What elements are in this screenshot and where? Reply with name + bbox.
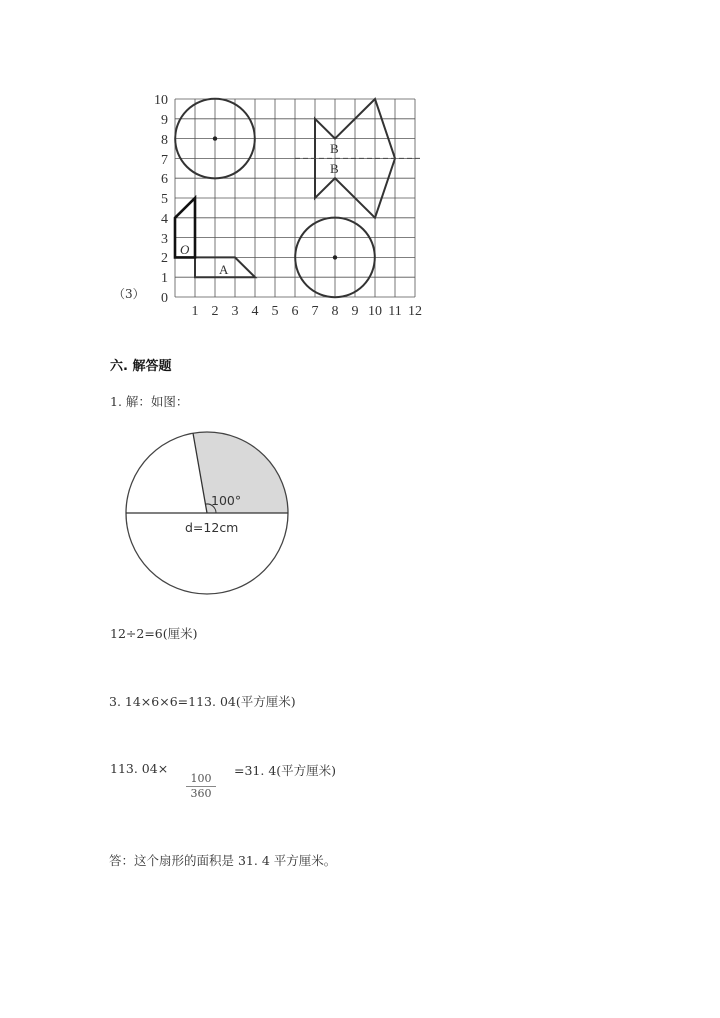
- shape-b-label-upper: B: [330, 141, 339, 156]
- step-radius: 12÷2=6(厘米): [110, 626, 198, 641]
- step-circle-area: 3. 14×6×6=113. 04(平方厘米): [109, 694, 296, 709]
- svg-text:0: 0: [161, 291, 168, 306]
- svg-text:9: 9: [351, 304, 359, 319]
- svg-text:12: 12: [408, 304, 422, 319]
- y-axis-ticks: [154, 93, 168, 306]
- svg-text:2: 2: [161, 251, 168, 266]
- svg-text:8: 8: [331, 304, 339, 319]
- problem-1-intro: 1. 解：如图：: [110, 394, 189, 409]
- svg-text:9: 9: [161, 113, 168, 128]
- svg-text:3: 3: [161, 232, 168, 247]
- step-sector-lhs: 113. 04×: [110, 761, 169, 776]
- coordinate-grid-figure: [140, 88, 440, 332]
- part-3-label: （3）: [113, 287, 145, 301]
- fraction-denominator: 360: [190, 786, 212, 800]
- answer-text: 答：这个扇形的面积是 31. 4 平方厘米。: [109, 853, 337, 868]
- angle-label: 100°: [211, 493, 242, 508]
- svg-text:5: 5: [271, 304, 279, 319]
- svg-text:4: 4: [161, 212, 168, 227]
- x-axis-ticks: [192, 304, 423, 319]
- diameter-label: d=12cm: [185, 520, 239, 535]
- svg-text:5: 5: [161, 192, 168, 207]
- section-title: 六. 解答题: [110, 359, 172, 374]
- shape-a-label: A: [219, 262, 229, 277]
- svg-text:10: 10: [368, 304, 382, 319]
- svg-text:11: 11: [388, 304, 402, 319]
- step-sector-result: =31. 4(平方厘米): [234, 763, 337, 778]
- svg-text:3: 3: [231, 304, 239, 319]
- svg-text:6: 6: [291, 304, 299, 319]
- grid-lines: [175, 99, 415, 297]
- svg-text:2: 2: [211, 304, 219, 319]
- svg-text:7: 7: [311, 304, 319, 319]
- svg-text:1: 1: [191, 304, 199, 319]
- fraction-100-360: [186, 772, 216, 801]
- svg-text:10: 10: [154, 93, 168, 108]
- svg-text:1: 1: [161, 271, 168, 286]
- svg-text:7: 7: [161, 153, 168, 168]
- svg-text:8: 8: [161, 133, 168, 148]
- sector-circle-figure: [118, 425, 298, 609]
- svg-text:6: 6: [161, 172, 168, 187]
- shape-b-label-lower: B: [330, 161, 339, 176]
- fraction-numerator: 100: [186, 772, 216, 787]
- point-o-label: O: [180, 242, 190, 257]
- svg-text:4: 4: [251, 304, 259, 319]
